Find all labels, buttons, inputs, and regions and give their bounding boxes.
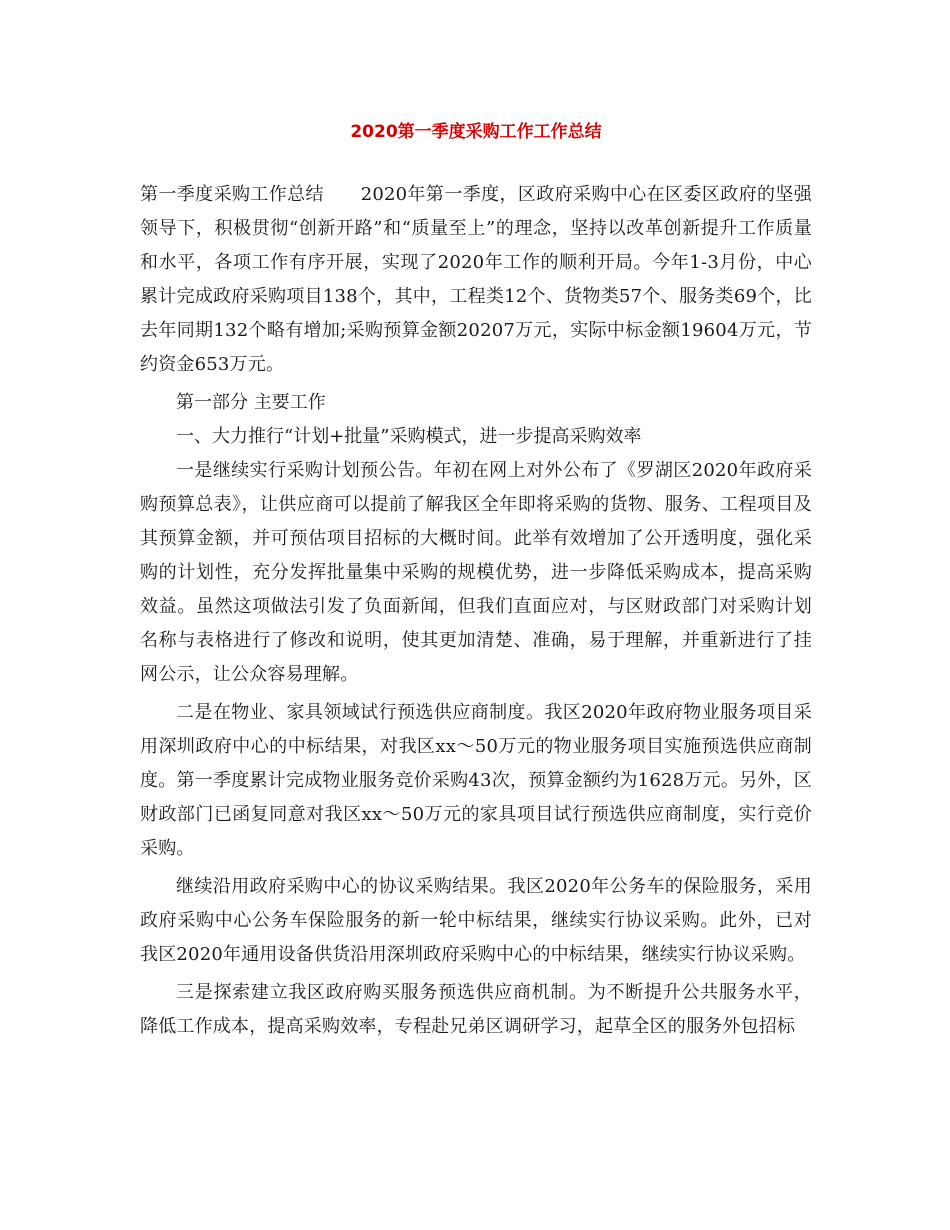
document-title: 2020第一季度采购工作工作总结 <box>350 122 602 142</box>
document-page <box>140 118 812 1044</box>
body-paragraph-1: 一是继续实行采购计划预公告。年初在网上对外公布了《罗湖区2020年政府采购预算总表》，让供应商可以提前了解我区全年即将采购的货物、服务、工程项目及其预算金额，并可预估项目招标的大概时间。此举有效增加了公开透明度，强化采购的计划性，充分发挥批量集中采购的规模优势，进一步降低采购成本，提高采购效益。虽然这项做法引发了负面新闻，但我们直面应对，与区财政部门对采购计划名称与表格进行了修改和说明，使其更加清楚、准确，易于理解，并重新进行了挂网公示，让公众容易理解。 <box>140 460 812 685</box>
body-paragraph-2: 二是在物业、家具领域试行预选供应商制度。我区2020年政府物业服务项目采用深圳政府中心的中标结果，对我区xx～50万元的物业服务项目实施预选供应商制度。第一季度累计完成物业服务竞价采购43次，预算金额约为1628万元。另外，区财政部门已函复同意对我区xx～50万元的家具项目试行预选供应商制度，实行竞价采购。 <box>140 702 812 859</box>
intro-paragraph: 第一季度采购工作总结 2020年第一季度，区政府采购中心在区委区政府的坚强领导下，积极贯彻“创新开路”和“质量至上”的理念，坚持以改革创新提升工作质量和水平，各项工作有序开展，实现了2020年工作的顺利开局。今年1-3月份，中心累计完成政府采购项目138个，其中，工程类12个、货物类57个、服务类69个，比去年同期132个略有增加;采购预算金额20207万元，实际中标金额19604万元，节约资金653万元。 <box>140 184 812 375</box>
section-heading: 一、大力推行“计划+批量”采购模式，进一步提高采购效率 <box>176 426 642 447</box>
body-paragraph-4: 三是探索建立我区政府购买服务预选供应商机制。为不断提升公共服务水平，降低工作成本，提高采购效率，专程赴兄弟区调研学习，起草全区的服务外包招标 <box>140 982 812 1037</box>
body-paragraph-3: 继续沿用政府采购中心的协议采购结果。我区2020年公务车的保险服务，采用政府采购中心公务车保险服务的新一轮中标结果，继续实行协议采购。此外，已对我区2020年通用设备供货沿用深圳政府采购中心的中标结果，继续实行协议采购。 <box>140 876 812 965</box>
part-heading: 第一部分 主要工作 <box>176 392 326 413</box>
